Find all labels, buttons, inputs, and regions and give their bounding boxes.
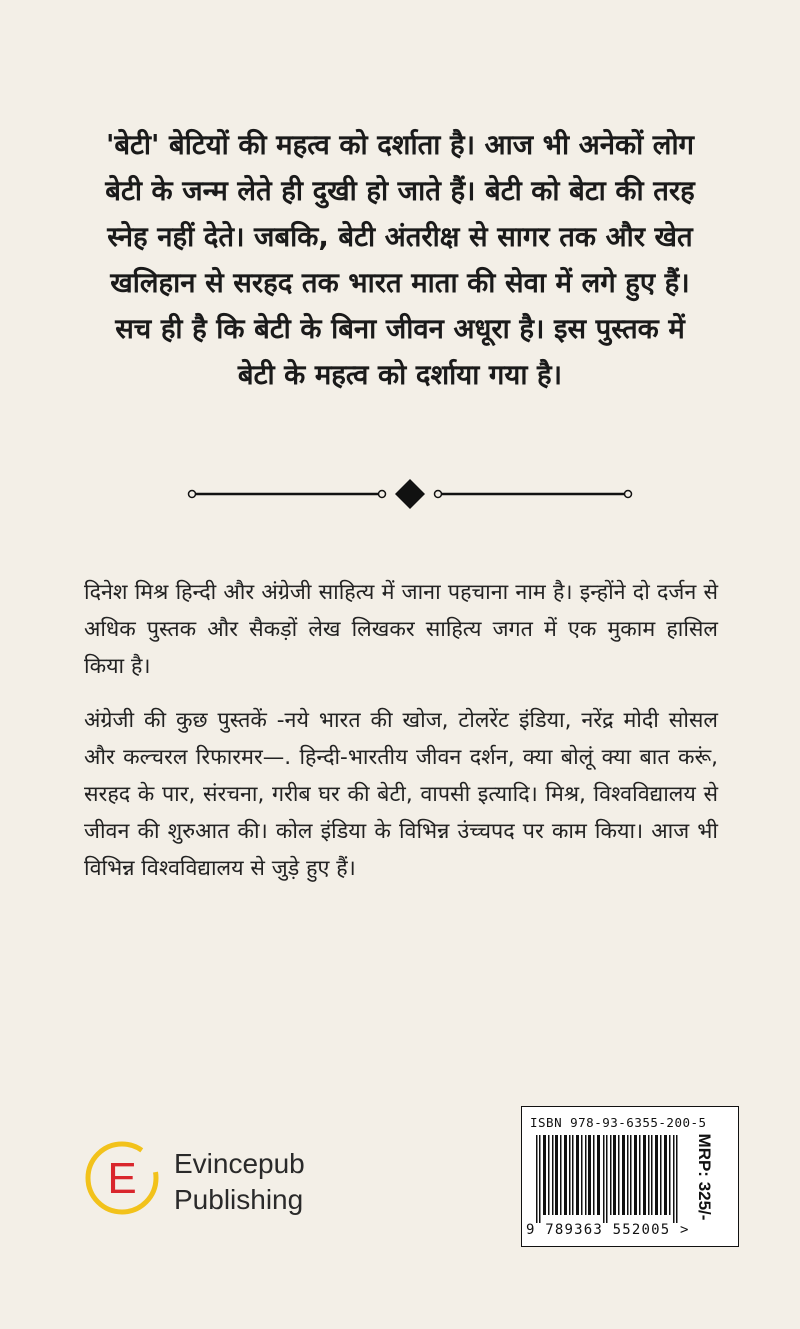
blurb-line-5: सच ही है कि बेटी के बिना जीवन अधूरा है। इस पुस्तक में xyxy=(115,313,685,345)
blurb-line-6: बेटी के महत्व को दर्शाया गया है। xyxy=(237,359,563,391)
barcode-number: 9 789363 552005 > xyxy=(526,1222,690,1238)
publisher-sub: Publishing xyxy=(174,1184,304,1215)
mrp-price: MRP: 325/- xyxy=(695,1133,714,1221)
logo-letter: E xyxy=(107,1154,137,1203)
publisher-name: Evincepub xyxy=(174,1148,305,1179)
back-cover-blurb xyxy=(60,122,740,398)
blurb-line-1: 'बेटी' बेटियों की महत्व को दर्शाता है। आज भी अनेकों लोग xyxy=(105,129,695,161)
barcode-bars xyxy=(536,1135,686,1223)
divider-ornament-icon xyxy=(185,476,635,512)
evincepub-logo-icon xyxy=(82,1138,164,1218)
bio-paragraph-1: दिनेश मिश्र हिन्दी और अंग्रेजी साहित्य में जाना पहचाना नाम है। इन्होंने दो दर्जन से अधिक पुस्तक और सैकड़ों लेख लिखकर साहित्य जगत में एक मुकाम हासिल किया है। xyxy=(84,580,718,679)
publisher-logo xyxy=(82,1138,332,1218)
author-bio xyxy=(84,574,718,904)
blurb-line-4: खलिहान से सरहद तक भारत माता की सेवा में लगे हुए हैं। xyxy=(110,267,690,299)
bio-paragraph-2: अंग्रेजी की कुछ पुस्तकें -नये भारत की खोज, टोलरेंट इंडिया, नरेंद्र मोदी सोसल और कल्चरल रिफारमर—. हिन्दी-भारतीय जीवन दर्शन, क्या बोलूं क्या बात करूं, सरहद के पार, संरचना, गरीब घर की बेटी, वापसी इत्यादि। मिश्र, विश्वविद्यालय से जीवन की शुरुआत की। कोल इंडिया के विभिन्न उंच्चपद पर काम किया। आज भी विभिन्न विश्वविद्यालय से जुड़े हुए हैं। xyxy=(84,708,718,881)
blurb-line-3: स्नेह नहीं देते। जबकि, बेटी अंतरीक्ष से सागर तक और खेत xyxy=(107,221,693,253)
isbn-label: ISBN 978-93-6355-200-5 xyxy=(530,1115,707,1130)
blurb-line-2: बेटी के जन्म लेते ही दुखी हो जाते हैं। बेटी को बेटा की तरह xyxy=(105,175,695,207)
isbn-barcode xyxy=(521,1106,739,1247)
ornamental-divider xyxy=(185,476,635,512)
